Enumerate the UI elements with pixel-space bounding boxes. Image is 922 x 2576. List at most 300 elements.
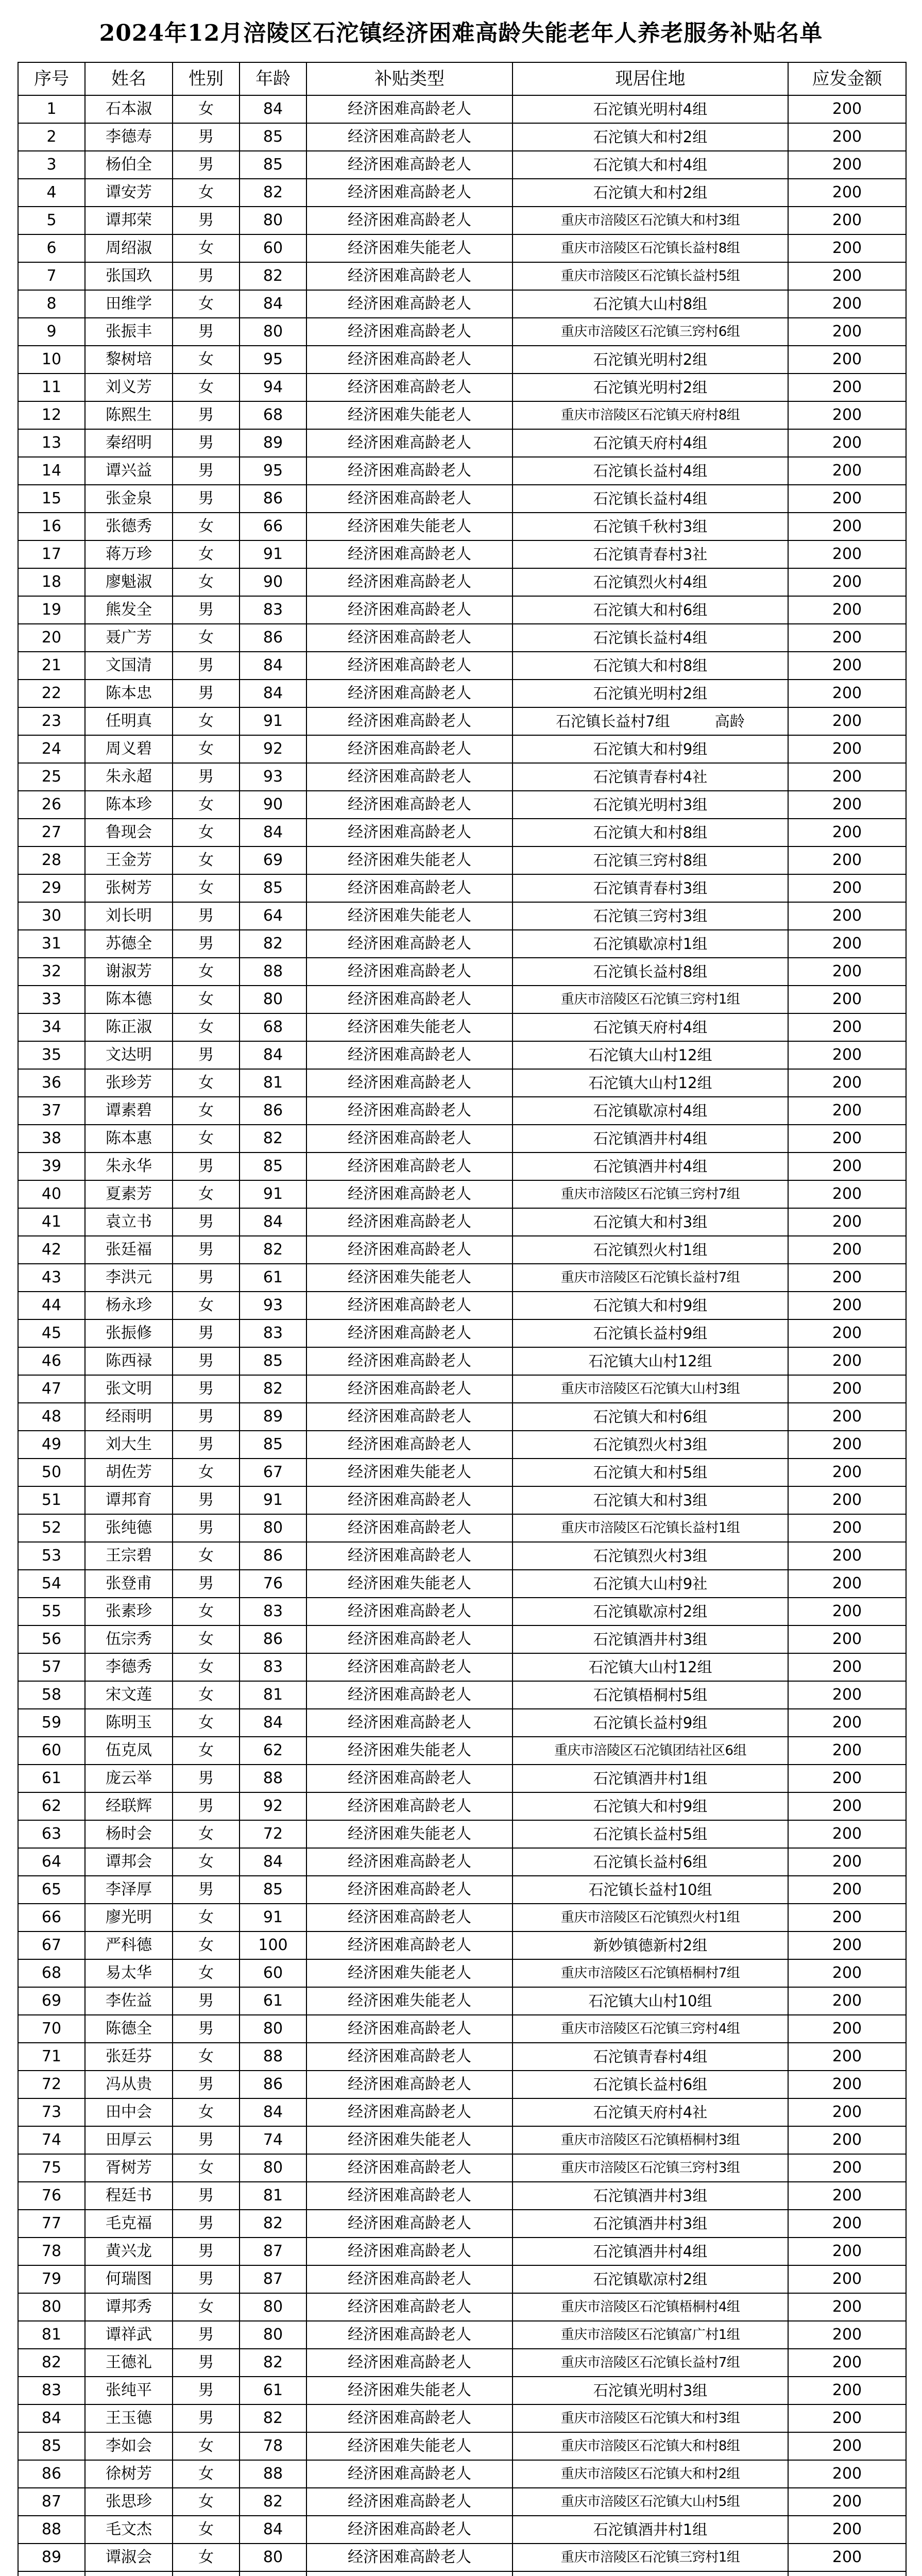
table-row <box>18 680 906 707</box>
row-residence: 石沱镇大和村2组 <box>513 123 788 151</box>
row-gender: 女 <box>173 2432 240 2460</box>
row-residence: 石沱镇光明村2组 <box>513 374 788 401</box>
row-age: 72 <box>240 1820 306 1848</box>
row-subsidy-type: 经济困难高龄老人 <box>306 1653 513 1681</box>
row-index: 89 <box>18 2544 85 2571</box>
row-residence: 重庆市涪陵区石沱镇三窍村1组 <box>513 986 788 1013</box>
row-index: 58 <box>18 1681 85 1709</box>
row-residence: 石沱镇光明村2组 <box>513 346 788 374</box>
row-age: 80 <box>240 2015 306 2043</box>
row-gender: 男 <box>173 1987 240 2015</box>
row-index: 33 <box>18 986 85 1013</box>
row-subsidy-type: 经济困难高龄老人 <box>306 652 513 680</box>
row-amount: 200 <box>788 1792 906 1820</box>
row-subsidy-type: 经济困难高龄老人 <box>306 1403 513 1431</box>
row-subsidy-type: 经济困难高龄老人 <box>306 624 513 652</box>
row-amount: 200 <box>788 1598 906 1625</box>
row-residence: 石沱镇酒井村4组 <box>513 1153 788 1180</box>
row-amount: 200 <box>788 151 906 179</box>
row-index: 2 <box>18 123 85 151</box>
row-gender: 女 <box>173 568 240 596</box>
row-name: 王宗碧 <box>85 1542 173 1570</box>
row-amount: 200 <box>788 2154 906 2182</box>
row-name: 李洪元 <box>85 1264 173 1292</box>
table-row <box>18 763 906 791</box>
table-row <box>18 1514 906 1542</box>
table-row <box>18 2571 906 2576</box>
row-gender: 女 <box>173 1904 240 1931</box>
row-amount: 200 <box>788 2071 906 2098</box>
row-amount: 200 <box>788 1486 906 1514</box>
row-index: 81 <box>18 2321 85 2349</box>
row-subsidy-type: 经济困难高龄老人 <box>306 1765 513 1792</box>
table-row <box>18 1347 906 1375</box>
table-row <box>18 2544 906 2571</box>
row-index: 42 <box>18 1236 85 1264</box>
table-row <box>18 2043 906 2071</box>
table-row <box>18 1041 906 1069</box>
row-gender: 女 <box>173 1598 240 1625</box>
row-subsidy-type: 经济困难高龄老人 <box>306 2154 513 2182</box>
row-age: 82 <box>240 262 306 290</box>
row-residence: 重庆市涪陵区石沱镇大和村3组 <box>513 207 788 234</box>
row-age: 91 <box>240 707 306 735</box>
row-amount: 200 <box>788 290 906 318</box>
row-amount: 200 <box>788 1653 906 1681</box>
row-index: 10 <box>18 346 85 374</box>
row-residence: 石沱镇长益村10组 <box>513 1876 788 1904</box>
row-amount: 200 <box>788 401 906 429</box>
row-subsidy-type: 经济困难失能老人 <box>306 1570 513 1598</box>
row-residence: 重庆市涪陵区石沱镇团结社区6组 <box>513 1737 788 1765</box>
row-residence: 石沱镇烈火村3组 <box>513 1431 788 1459</box>
row-gender: 女 <box>173 179 240 207</box>
row-gender: 男 <box>173 1431 240 1459</box>
table-row <box>18 179 906 207</box>
table-row <box>18 1959 906 1987</box>
row-index: 48 <box>18 1403 85 1431</box>
row-age: 80 <box>240 2154 306 2182</box>
row-index: 29 <box>18 874 85 902</box>
row-age: 68 <box>240 1013 306 1041</box>
table-row <box>18 2265 906 2293</box>
row-gender: 女 <box>173 1737 240 1765</box>
row-name: 谭邦荣 <box>85 207 173 234</box>
row-subsidy-type: 经济困难高龄老人 <box>306 819 513 846</box>
row-amount: 200 <box>788 1681 906 1709</box>
row-subsidy-type: 经济困难失能老人 <box>306 234 513 262</box>
row-gender: 女 <box>173 791 240 819</box>
table-row <box>18 1598 906 1625</box>
row-amount: 200 <box>788 1375 906 1403</box>
row-index: 15 <box>18 485 85 513</box>
row-index: 43 <box>18 1264 85 1292</box>
row-subsidy-type: 经济困难高龄老人 <box>306 318 513 346</box>
row-index: 34 <box>18 1013 85 1041</box>
row-amount: 200 <box>788 95 906 123</box>
row-name: 谭兴益 <box>85 457 173 485</box>
header-age: 年龄 <box>240 62 306 95</box>
row-subsidy-type: 经济困难高龄老人 <box>306 2488 513 2516</box>
row-age: 84 <box>240 2098 306 2126</box>
row-name: 黄兴龙 <box>85 2238 173 2265</box>
row-age: 69 <box>240 846 306 874</box>
row-residence: 石沱镇长益村5组 <box>513 1820 788 1848</box>
row-gender: 女 <box>173 95 240 123</box>
row-index: 84 <box>18 2404 85 2432</box>
row-residence: 重庆市涪陵区石沱镇长益村8组 <box>513 234 788 262</box>
table-row <box>18 2238 906 2265</box>
table-row <box>18 151 906 179</box>
row-amount: 200 <box>788 1848 906 1876</box>
row-subsidy-type: 经济困难高龄老人 <box>306 290 513 318</box>
row-subsidy-type: 经济困难高龄老人 <box>306 1125 513 1153</box>
row-gender: 男 <box>173 1514 240 1542</box>
row-residence: 石沱镇青春村3社 <box>513 540 788 568</box>
row-name <box>85 2571 173 2576</box>
row-name: 文达明 <box>85 1041 173 1069</box>
row-index: 61 <box>18 1765 85 1792</box>
row-residence: 石沱镇大山村12组 <box>513 1041 788 1069</box>
row-name: 张纯平 <box>85 2377 173 2404</box>
table-row <box>18 2154 906 2182</box>
row-gender: 男 <box>173 902 240 930</box>
row-index: 9 <box>18 318 85 346</box>
row-gender: 男 <box>173 2265 240 2293</box>
row-index: 67 <box>18 1931 85 1959</box>
table-row <box>18 1737 906 1765</box>
row-gender: 男 <box>173 2349 240 2377</box>
row-index: 1 <box>18 95 85 123</box>
row-subsidy-type: 经济困难高龄老人 <box>306 1236 513 1264</box>
row-subsidy-type: 经济困难高龄老人 <box>306 1625 513 1653</box>
table-row <box>18 374 906 401</box>
row-amount: 200 <box>788 568 906 596</box>
row-residence: 石沱镇青春村4社 <box>513 763 788 791</box>
row-name: 庞云举 <box>85 1765 173 1792</box>
table-row <box>18 2293 906 2321</box>
table-row <box>18 1570 906 1598</box>
row-subsidy-type: 经济困难失能老人 <box>306 2377 513 2404</box>
row-amount: 200 <box>788 1570 906 1598</box>
header-residence: 现居住地 <box>513 62 788 95</box>
table-row <box>18 2377 906 2404</box>
row-residence: 石沱镇长益村4组 <box>513 485 788 513</box>
row-subsidy-type: 经济困难高龄老人 <box>306 123 513 151</box>
row-residence: 重庆市涪陵区石沱镇大山村3组 <box>513 1375 788 1403</box>
row-age: 93 <box>240 1292 306 1319</box>
row-amount: 200 <box>788 1319 906 1347</box>
row-gender: 女 <box>173 1459 240 1486</box>
row-subsidy-type: 经济困难高龄老人 <box>306 1681 513 1709</box>
row-gender: 女 <box>173 2460 240 2488</box>
table-row <box>18 568 906 596</box>
row-age: 100 <box>240 1931 306 1959</box>
row-residence: 重庆市涪陵区石沱镇大山村5组 <box>513 2488 788 2516</box>
row-amount: 200 <box>788 207 906 234</box>
row-gender: 男 <box>173 1208 240 1236</box>
row-index: 39 <box>18 1153 85 1180</box>
row-subsidy-type: 经济困难高龄老人 <box>306 207 513 234</box>
table-row <box>18 513 906 540</box>
row-amount: 200 <box>788 1625 906 1653</box>
row-gender: 男 <box>173 680 240 707</box>
row-amount: 200 <box>788 819 906 846</box>
table-row <box>18 1319 906 1347</box>
row-name: 秦绍明 <box>85 429 173 457</box>
row-residence: 重庆市涪陵区石沱镇长益村7组 <box>513 1264 788 1292</box>
row-residence: 石沱镇大和村9组 <box>513 1792 788 1820</box>
row-residence: 石沱镇长益村6组 <box>513 1848 788 1876</box>
header-index: 序号 <box>18 62 85 95</box>
row-name: 廖魁淑 <box>85 568 173 596</box>
row-subsidy-type: 经济困难高龄老人 <box>306 2404 513 2432</box>
row-residence: 石沱镇光明村3组 <box>513 2377 788 2404</box>
row-subsidy-type: 经济困难高龄老人 <box>306 1375 513 1403</box>
row-gender: 女 <box>173 1653 240 1681</box>
row-subsidy-type: 经济困难高龄老人 <box>306 346 513 374</box>
row-gender: 男 <box>173 1153 240 1180</box>
row-residence: 石沱镇歇凉村1组 <box>513 930 788 958</box>
table-row <box>18 401 906 429</box>
row-age: 60 <box>240 234 306 262</box>
row-name: 陈明玉 <box>85 1709 173 1737</box>
table-row <box>18 2321 906 2349</box>
row-gender: 男 <box>173 207 240 234</box>
row-subsidy-type: 经济困难失能老人 <box>306 1820 513 1848</box>
row-subsidy-type: 经济困难高龄老人 <box>306 2015 513 2043</box>
table-row <box>18 540 906 568</box>
table-row <box>18 1403 906 1431</box>
table-row <box>18 1542 906 1570</box>
row-amount: 200 <box>788 652 906 680</box>
row-residence: 石沱镇天府村4组 <box>513 1013 788 1041</box>
row-age: 61 <box>240 1264 306 1292</box>
table-row <box>18 290 906 318</box>
row-subsidy-type: 经济困难高龄老人 <box>306 1876 513 1904</box>
row-amount: 200 <box>788 1292 906 1319</box>
row-residence: 重庆市涪陵区石沱镇三窍村7组 <box>513 1180 788 1208</box>
row-gender: 女 <box>173 986 240 1013</box>
row-subsidy-type: 经济困难高龄老人 <box>306 2321 513 2349</box>
row-age: 80 <box>240 2544 306 2571</box>
table-row <box>18 2432 906 2460</box>
row-subsidy-type: 经济困难高龄老人 <box>306 457 513 485</box>
table-row <box>18 346 906 374</box>
row-name: 张纯德 <box>85 1514 173 1542</box>
row-name: 经联辉 <box>85 1792 173 1820</box>
row-gender: 女 <box>173 2516 240 2544</box>
row-age: 85 <box>240 874 306 902</box>
row-name: 田中会 <box>85 2098 173 2126</box>
row-age: 74 <box>240 2126 306 2154</box>
row-gender: 男 <box>173 123 240 151</box>
row-residence: 石沱镇大山村12组 <box>513 1653 788 1681</box>
row-residence: 石沱镇大和村6组 <box>513 596 788 624</box>
row-name: 张珍芳 <box>85 1069 173 1097</box>
row-age: 88 <box>240 2460 306 2488</box>
row-amount: 200 <box>788 986 906 1013</box>
row-age: 85 <box>240 1347 306 1375</box>
row-gender: 女 <box>173 1542 240 1570</box>
row-gender: 男 <box>173 429 240 457</box>
row-index: 35 <box>18 1041 85 1069</box>
row-residence: 石沱镇长益村9组 <box>513 1709 788 1737</box>
row-gender: 男 <box>173 2182 240 2210</box>
table-row <box>18 485 906 513</box>
row-gender: 女 <box>173 1681 240 1709</box>
row-name: 陈熙生 <box>85 401 173 429</box>
row-age: 86 <box>240 624 306 652</box>
row-subsidy-type: 经济困难高龄老人 <box>306 179 513 207</box>
row-age: 84 <box>240 819 306 846</box>
row-gender: 女 <box>173 2154 240 2182</box>
row-age: 91 <box>240 1486 306 1514</box>
row-gender: 女 <box>173 1709 240 1737</box>
table-row <box>18 2460 906 2488</box>
row-name: 胡佐芳 <box>85 1459 173 1486</box>
row-index: 49 <box>18 1431 85 1459</box>
row-subsidy-type: 经济困难高龄老人 <box>306 874 513 902</box>
row-subsidy-type: 经济困难高龄老人 <box>306 986 513 1013</box>
row-age: 89 <box>240 429 306 457</box>
table-row <box>18 1236 906 1264</box>
row-residence: 石沱镇酒井村1组 <box>513 2516 788 2544</box>
table-row <box>18 2015 906 2043</box>
row-residence: 石沱镇酒井村1组 <box>513 1765 788 1792</box>
row-name: 张文明 <box>85 1375 173 1403</box>
row-residence: 石沱镇长益村7组 高龄 <box>513 707 788 735</box>
table-row <box>18 1931 906 1959</box>
row-subsidy-type: 经济困难高龄老人 <box>306 2238 513 2265</box>
row-amount: 200 <box>788 596 906 624</box>
row-subsidy-type: 经济困难高龄老人 <box>306 374 513 401</box>
row-subsidy-type: 经济困难高龄老人 <box>306 429 513 457</box>
row-residence: 新妙镇德新村2组 <box>513 1931 788 1959</box>
row-gender: 女 <box>173 624 240 652</box>
row-residence: 石沱镇大和村2组 <box>513 179 788 207</box>
row-age: 92 <box>240 735 306 763</box>
row-age: 84 <box>240 652 306 680</box>
row-amount: 200 <box>788 930 906 958</box>
row-amount: 200 <box>788 429 906 457</box>
row-residence: 重庆市涪陵区石沱镇大和村2组 <box>513 2460 788 2488</box>
row-residence: 石沱镇光明村4组 <box>513 95 788 123</box>
table-row <box>18 735 906 763</box>
row-amount: 200 <box>788 1347 906 1375</box>
row-index: 78 <box>18 2238 85 2265</box>
row-name: 张德秀 <box>85 513 173 540</box>
row-subsidy-type: 经济困难高龄老人 <box>306 1514 513 1542</box>
table-row <box>18 986 906 1013</box>
row-amount: 200 <box>788 1153 906 1180</box>
row-subsidy-type: 经济困难失能老人 <box>306 1013 513 1041</box>
row-subsidy-type: 经济困难高龄老人 <box>306 1292 513 1319</box>
row-gender: 女 <box>173 707 240 735</box>
table-row <box>18 1765 906 1792</box>
row-amount: 200 <box>788 262 906 290</box>
row-subsidy-type: 经济困难高龄老人 <box>306 1208 513 1236</box>
row-gender: 女 <box>173 2098 240 2126</box>
row-residence: 重庆市涪陵区石沱镇长益村7组 <box>513 2349 788 2377</box>
row-residence: 重庆市涪陵区石沱镇长益村1组 <box>513 1514 788 1542</box>
table-row <box>18 2404 906 2432</box>
row-age: 88 <box>240 2043 306 2071</box>
row-gender: 男 <box>173 1486 240 1514</box>
row-subsidy-type: 经济困难失能老人 <box>306 401 513 429</box>
row-amount: 200 <box>788 2404 906 2432</box>
row-age: 93 <box>240 763 306 791</box>
row-amount: 200 <box>788 1041 906 1069</box>
row-gender: 男 <box>173 1876 240 1904</box>
row-age: 94 <box>240 374 306 401</box>
row-residence: 重庆市涪陵区石沱镇烈火村1组 <box>513 1904 788 1931</box>
row-index: 56 <box>18 1625 85 1653</box>
row-gender: 女 <box>173 1125 240 1153</box>
table-row <box>18 1625 906 1653</box>
row-gender: 男 <box>173 2404 240 2432</box>
row-age: 82 <box>240 2210 306 2238</box>
row-residence: 重庆市涪陵区石沱镇长益村5组 <box>513 262 788 290</box>
table-row <box>18 958 906 986</box>
row-gender: 女 <box>173 2293 240 2321</box>
row-gender: 男 <box>173 1264 240 1292</box>
row-name: 刘大生 <box>85 1431 173 1459</box>
row-amount <box>788 2571 906 2576</box>
row-index: 45 <box>18 1319 85 1347</box>
row-amount: 200 <box>788 763 906 791</box>
row-gender: 男 <box>173 2210 240 2238</box>
row-gender: 女 <box>173 874 240 902</box>
row-name: 李德寿 <box>85 123 173 151</box>
row-amount: 200 <box>788 1904 906 1931</box>
row-subsidy-type: 经济困难高龄老人 <box>306 2516 513 2544</box>
row-residence: 石沱镇大山村9社 <box>513 1570 788 1598</box>
row-gender <box>173 2571 240 2576</box>
table-row <box>18 791 906 819</box>
row-subsidy-type: 经济困难高龄老人 <box>306 2265 513 2293</box>
row-index: 26 <box>18 791 85 819</box>
table-row <box>18 1848 906 1876</box>
row-index: 22 <box>18 680 85 707</box>
row-gender: 男 <box>173 1570 240 1598</box>
row-subsidy-type: 经济困难高龄老人 <box>306 2098 513 2126</box>
row-index: 57 <box>18 1653 85 1681</box>
row-age: 84 <box>240 1709 306 1737</box>
row-index: 79 <box>18 2265 85 2293</box>
row-residence: 石沱镇长益村6组 <box>513 2071 788 2098</box>
row-amount: 200 <box>788 179 906 207</box>
row-subsidy-type: 经济困难高龄老人 <box>306 791 513 819</box>
row-amount: 200 <box>788 346 906 374</box>
row-subsidy-type: 经济困难高龄老人 <box>306 2210 513 2238</box>
row-name: 熊发全 <box>85 596 173 624</box>
table-row <box>18 2098 906 2126</box>
row-amount: 200 <box>788 1431 906 1459</box>
row-gender: 女 <box>173 374 240 401</box>
table-row <box>18 707 906 735</box>
row-name: 伍宗秀 <box>85 1625 173 1653</box>
row-index: 11 <box>18 374 85 401</box>
row-age: 84 <box>240 1848 306 1876</box>
row-amount: 200 <box>788 680 906 707</box>
row-index: 71 <box>18 2043 85 2071</box>
row-age: 82 <box>240 2349 306 2377</box>
table-row <box>18 1013 906 1041</box>
table-row <box>18 234 906 262</box>
row-name: 张振丰 <box>85 318 173 346</box>
row-gender: 男 <box>173 763 240 791</box>
